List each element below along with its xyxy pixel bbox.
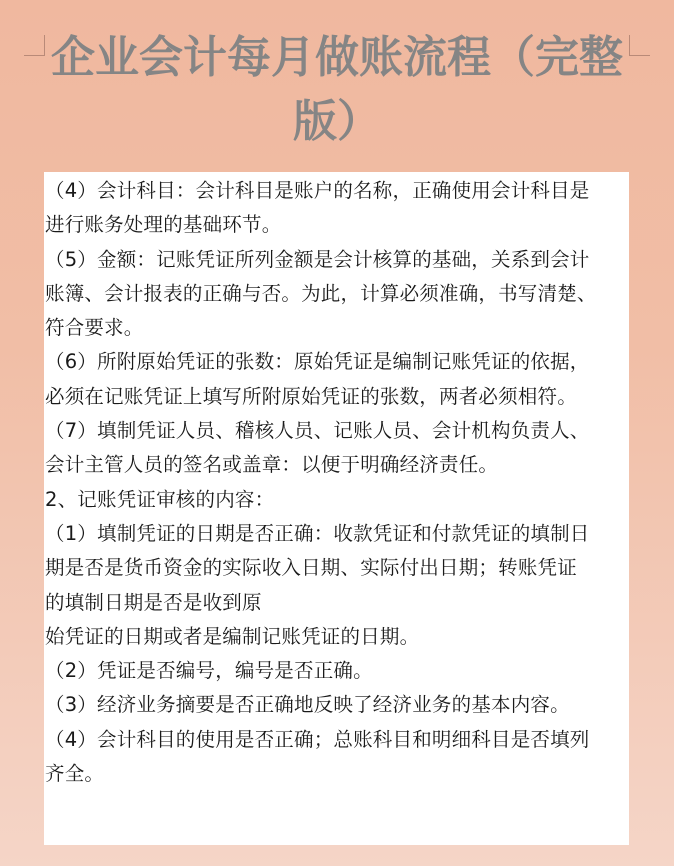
text-line: （5）金额：记账凭证所列金额是会计核算的基础，关系到会计: [45, 247, 590, 271]
text-line: 符合要求。: [45, 316, 144, 340]
text-line: （1）填制凭证的日期是否正确：收款凭证和付款凭证的填制日: [45, 521, 590, 545]
text-line: 进行账务处理的基础环节。: [45, 213, 282, 237]
content-panel: [44, 172, 629, 845]
text-line: 始凭证的日期或者是编制记账凭证的日期。: [45, 624, 420, 648]
text-line: 期是否是货币资金的实际收入日期、实际付出日期；转账凭证: [45, 556, 577, 580]
title-line-1: 企业会计每月做账流程（完整: [51, 32, 623, 83]
corner-mark-left: [24, 35, 45, 56]
text-line: 会计主管人员的签名或盖章：以便于明确经济责任。: [45, 453, 499, 477]
text-line: （4）会计科目：会计科目是账户的名称，正确使用会计科目是: [45, 179, 590, 202]
text-line: 齐全。: [45, 762, 105, 786]
text-line: （7）填制凭证人员、稽核人员、记账人员、会计机构负责人、: [45, 419, 590, 443]
text-line: （6）所附原始凭证的张数：原始凭证是编制记账凭证的依据，: [45, 350, 590, 374]
corner-mark-right: [629, 35, 650, 56]
section-heading: 2、记账凭证审核的内容：: [45, 487, 275, 511]
title-line-2: 版）: [293, 96, 381, 147]
text-line: 账簿、会计报表的正确与否。为此，计算必须准确，书写清楚、: [45, 281, 597, 305]
text-line: （4）会计科目的使用是否正确；总账科目和明细科目是否填列: [45, 727, 590, 751]
text-line: 必须在记账凭证上填写所附原始凭证的张数，两者必须相符。: [45, 384, 577, 408]
page-title: [44, 26, 630, 154]
text-line: （2）凭证是否编号，编号是否正确。: [45, 659, 373, 683]
text-line: （3）经济业务摘要是否正确地反映了经济业务的基本内容。: [45, 693, 570, 717]
text-line: 的填制日期是否是收到原: [45, 590, 262, 614]
